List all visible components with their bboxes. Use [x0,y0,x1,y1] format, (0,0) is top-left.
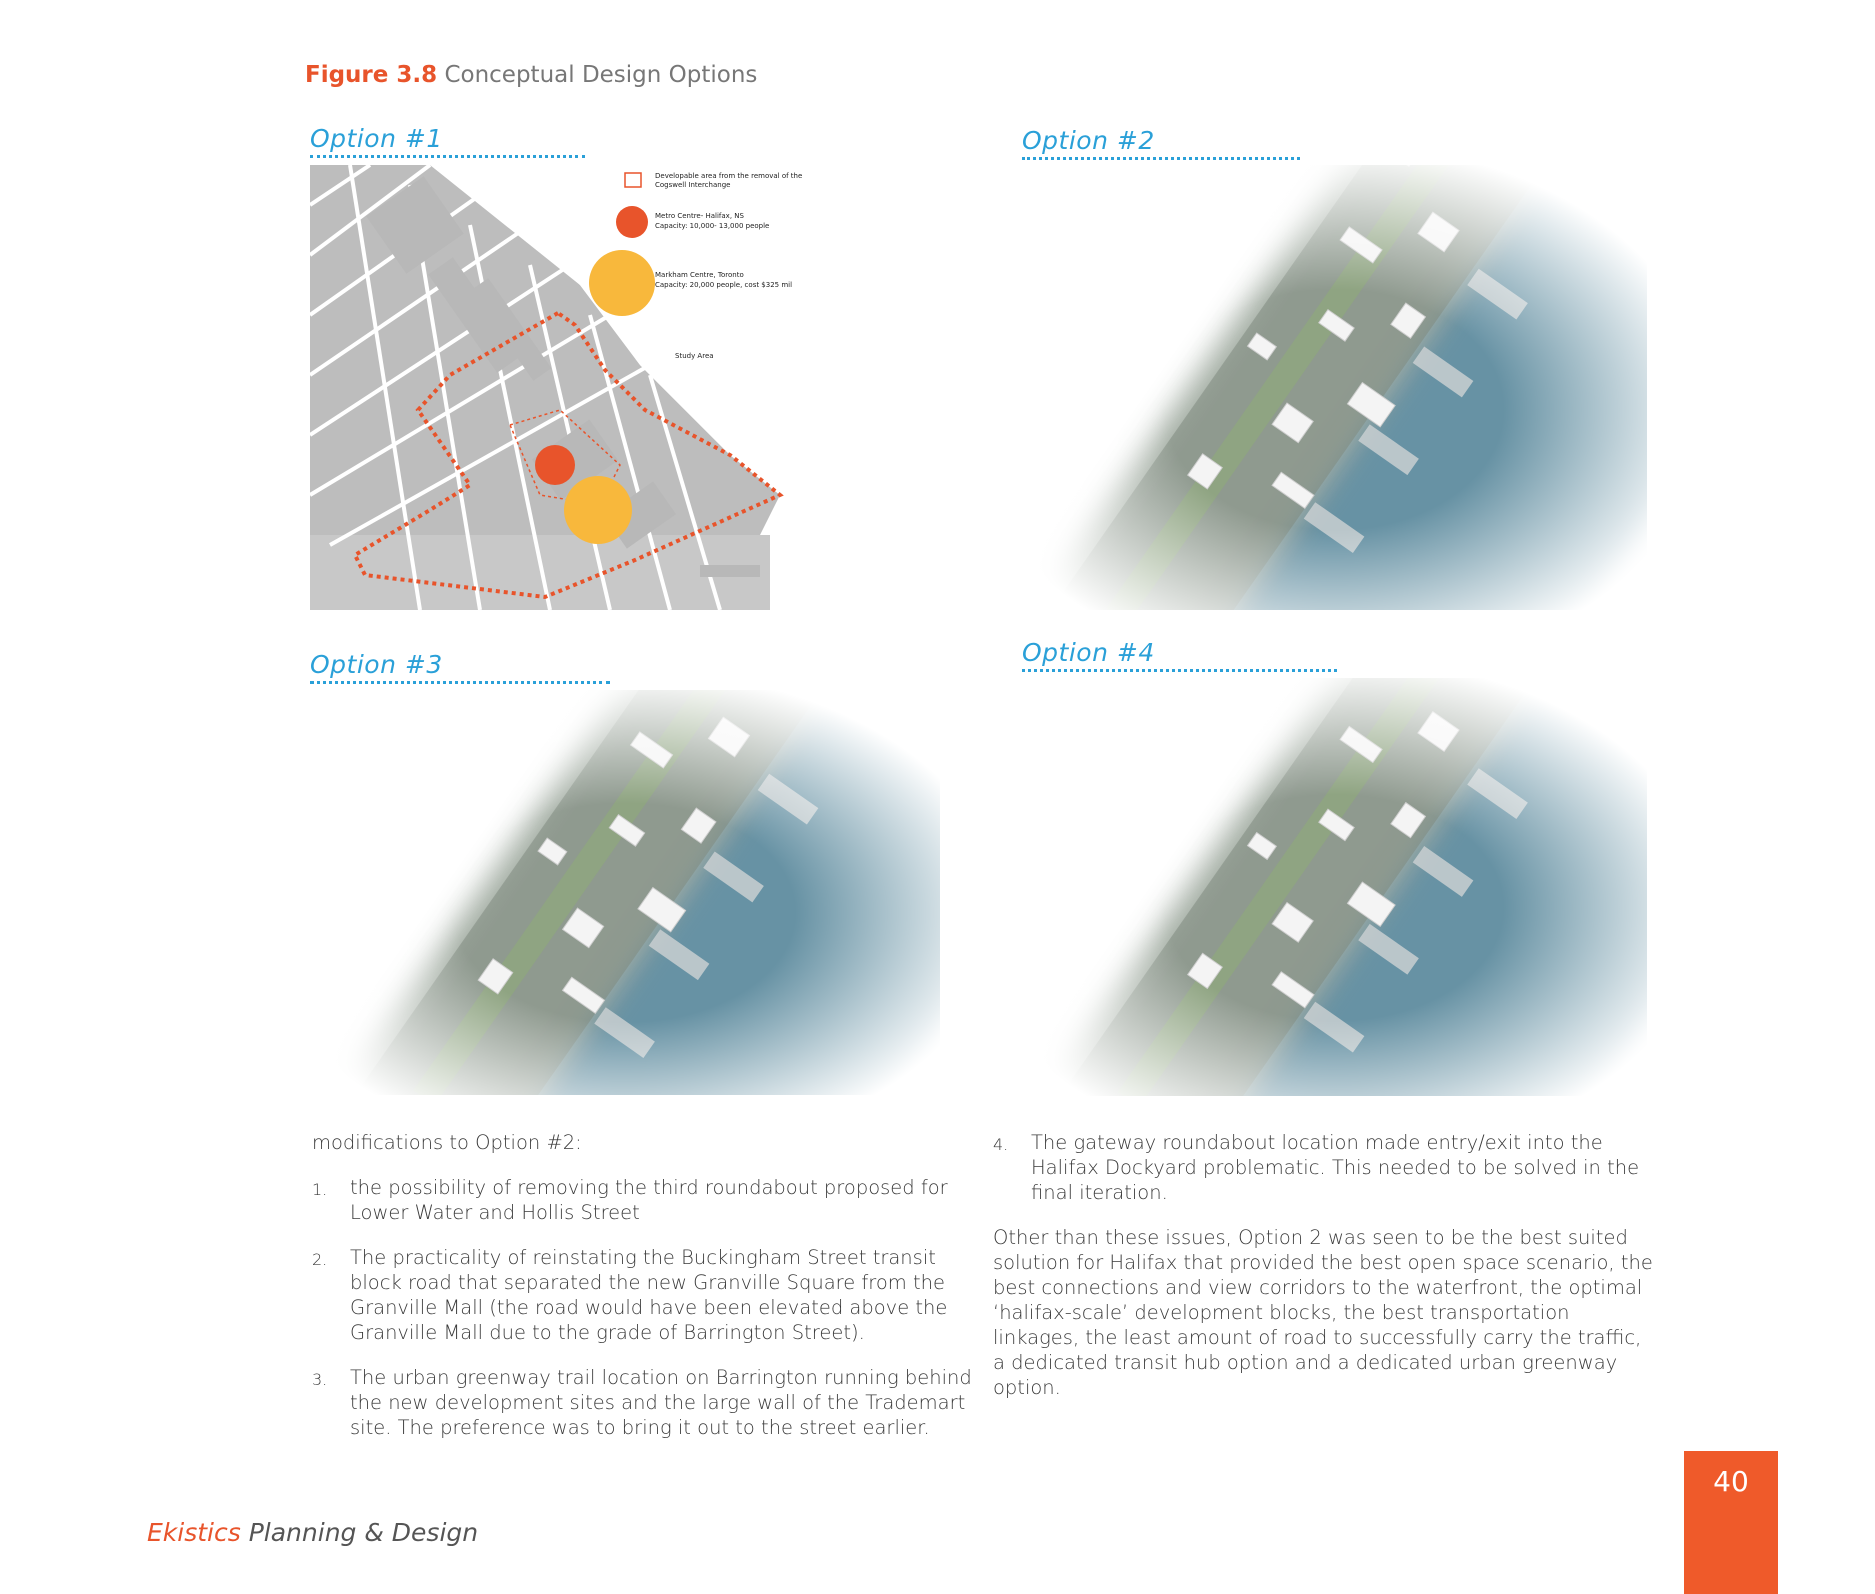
list-item [312,1175,972,1225]
legend-item-2-line-1: Metro Centre- Halifax, NS [655,212,744,220]
list-number: 2. [312,1250,328,1269]
list-item [312,1245,972,1345]
modification-list-continued [993,1130,1653,1205]
footer-brand [147,1518,478,1547]
list-item [993,1130,1653,1205]
figure-number: Figure 3.8 [305,62,438,88]
legend-item-3-line-2: Capacity: 20,000 people, cost $325 mil [655,281,793,289]
legend-item-1-line-2: Cogswell Interchange [655,181,731,189]
list-number: 1. [312,1180,328,1199]
left-text-column [312,1130,972,1460]
conclusion-paragraph: Other than these issues, Option 2 was seen to be the best suited solution for Halifax that provided the best open space scenario, the best connections and view corridors to the waterfront, the optimal ‘halifax-scale’ development blocks, the best transportation linkages, the least amount of road to successfully carry the traffic, a dedicated transit hub option and a dedicated urban greenway option. [993,1226,1653,1399]
list-text: The gateway roundabout location made entry/exit into the Halifax Dockyard problematic. This needed to be solved in the final iteration. [1031,1131,1640,1204]
right-text-column [993,1130,1653,1400]
legend-item-1-line-1: Developable area from the removal of the [655,172,803,180]
figure-title [305,62,757,88]
option-2-rendering [1022,165,1647,610]
list-text: The practicality of reinstating the Buckingham Street transit block road that separated the new Granville Square from the Granville Mall (the road would have been elevated above the Granville Mall due to the grade of Barrington Street). [350,1246,948,1344]
option-1-label: Option #1 [310,124,585,158]
legend-item-2-line-2: Capacity: 10,000- 13,000 people [655,222,770,230]
study-area-label: Study Area [675,352,714,360]
page-number-box [1684,1451,1778,1594]
footer-brand-name: Ekistics [147,1518,241,1547]
option-3-label: Option #3 [310,650,610,684]
option-3-rendering [310,690,940,1095]
list-item [312,1365,972,1440]
legend-item-3-line-1: Markham Centre, Toronto [655,271,744,279]
list-text: The urban greenway trail location on Barrington running behind the new development sites and the large wall of the Trademart site. The preference was to bring it out to the street earlier. [350,1366,972,1439]
option-4-label: Option #4 [1022,638,1337,672]
intro-text: modifications to Option #2: [312,1131,582,1154]
footer-brand-rest: Planning & Design [240,1518,479,1547]
option-2-label: Option #2 [1022,126,1300,160]
page-number: 40 [1713,1465,1749,1498]
list-number: 4. [993,1135,1009,1154]
modification-list [312,1175,972,1440]
option-4-rendering [1022,678,1647,1096]
option-1-map [310,165,830,610]
figure-caption: Conceptual Design Options [444,62,758,88]
list-number: 3. [312,1370,328,1389]
list-text: the possibility of removing the third roundabout proposed for Lower Water and Hollis Street [350,1176,948,1224]
